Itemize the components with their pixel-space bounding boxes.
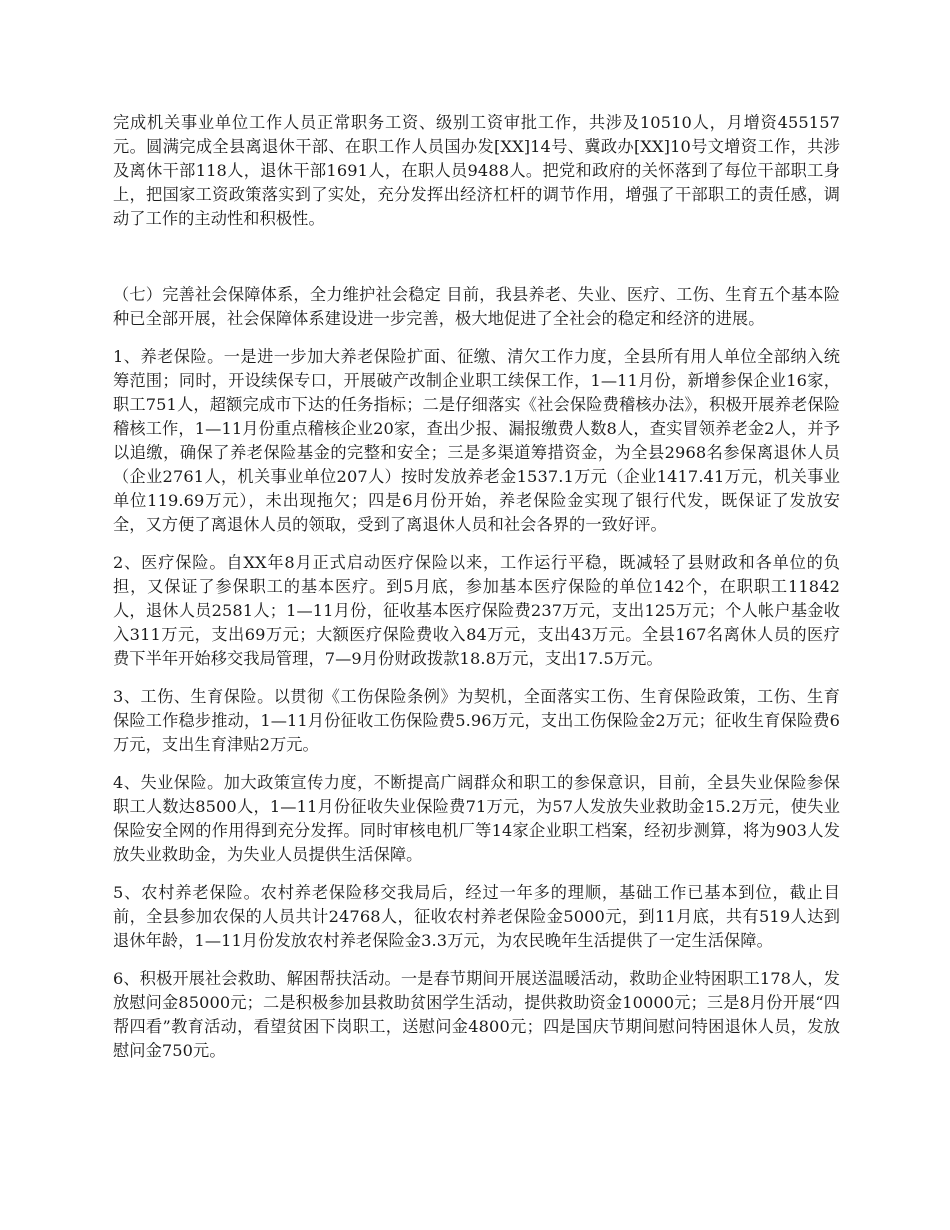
paragraph-medical-insurance: 2、医疗保险。自XX年8月正式启动医疗保险以来，工作运行平稳，既减轻了县财政和各单位的负担，又保证了参保职工的基本医疗。到5月底，参加基本医疗保险的单位142个，在职职工11842人，退休人员2581人；1—11月份，征收基本医疗保险费237万元，支出125万元；个人帐户基金收入311万元，支出69万元；大额医疗保险费收入84万元，支出43万元。全县167名离休人员的医疗费下半年开始移交我局管理，7—9月份财政拨款18.8万元，支出17.5万元。: [113, 553, 840, 668]
paragraph-wage-approval: 完成机关事业单位工作人员正常职务工资、级别工资审批工作，共涉及10510人，月增资455157元。圆满完成全县离退休干部、在职工作人员国办发[XX]14号、冀政办[XX]10号文增资工作，共涉及离休干部118人，退休干部1691人，在职人员9488人。把党和政府的关怀落到了每位干部职工身上，把国家工资政策落实到了实处，充分发挥出经济杠杆的调节作用，增强了干部职工的责任感，调动了工作的主动性和积极性。: [113, 113, 840, 228]
paragraph-social-assistance: 6、积极开展社会救助、解困帮扶活动。一是春节期间开展送温暖活动，救助企业特困职工178人，发放慰问金85000元；二是积极参加县救助贫困学生活动，提供救助资金10000元；三是8月份开展“四帮四看”教育活动，看望贫困下岗职工，送慰问金4800元；四是国庆节期间慰问特困退休人员，发放慰问金750元。: [113, 969, 840, 1060]
paragraph-rural-pension-insurance: 5、农村养老保险。农村养老保险移交我局后，经过一年多的理顺，基础工作已基本到位，截止目前，全县参加农保的人员共计24768人，征收农村养老保险金5000元，到11月底，共有519人达到退休年龄，1—11月份发放农村养老保险金3.3万元，为农民晚年生活提供了一定生活保障。: [113, 883, 840, 950]
paragraph-social-security-intro: （七）完善社会保障体系，全力维护社会稳定 目前，我县养老、失业、医疗、工伤、生育五个基本险种已全部开展，社会保障体系建设进一步完善，极大地促进了全社会的稳定和经济的进展。: [113, 285, 840, 328]
document-body: [113, 111, 840, 1077]
paragraph-unemployment-insurance: 4、失业保险。加大政策宣传力度，不断提高广阔群众和职工的参保意识，目前，全县失业保险参保职工人数达8500人，1—11月份征收失业保险费71万元，为57人发放失业救助金15.2万元，使失业保险安全网的作用得到充分发挥。同时审核电机厂等14家企业职工档案，经初步测算，将为903人发放失业救助金，为失业人员提供生活保障。: [113, 773, 840, 864]
paragraph-pension-insurance: 1、养老保险。一是进一步加大养老保险扩面、征缴、清欠工作力度，全县所有用人单位全部纳入统筹范围；同时，开设续保专口，开展破产改制企业职工续保工作，1—11月份，新增参保企业16家，职工751人，超额完成市下达的任务指标；二是仔细落实《社会保险费稽核办法》，积极开展养老保险稽核工作，1—11月份重点稽核企业20家，查出少报、漏报缴费人数8人，查实冒领养老金2人，并予以追缴，确保了养老保险基金的完整和安全；三是多渠道筹措资金，为全县2968名参保离退休人员（企业2761人，机关事业单位207人）按时发放养老金1537.1万元（企业1417.41万元，机关事业单位119.69万元），未出现拖欠；四是6月份开始，养老保险金实现了银行代发，既保证了发放安全，又方便了离退休人员的领取，受到了离退休人员和社会各界的一致好评。: [113, 347, 840, 534]
section-gap: [113, 245, 840, 283]
paragraph-injury-maternity-insurance: 3、工伤、生育保险。以贯彻《工伤保险条例》为契机，全面落实工伤、生育保险政策，工伤、生育保险工作稳步推动，1—11月份征收工伤保险费5.96万元，支出工伤保险金2万元；征收生育保险费6万元，支出生育津贴2万元。: [113, 687, 840, 754]
